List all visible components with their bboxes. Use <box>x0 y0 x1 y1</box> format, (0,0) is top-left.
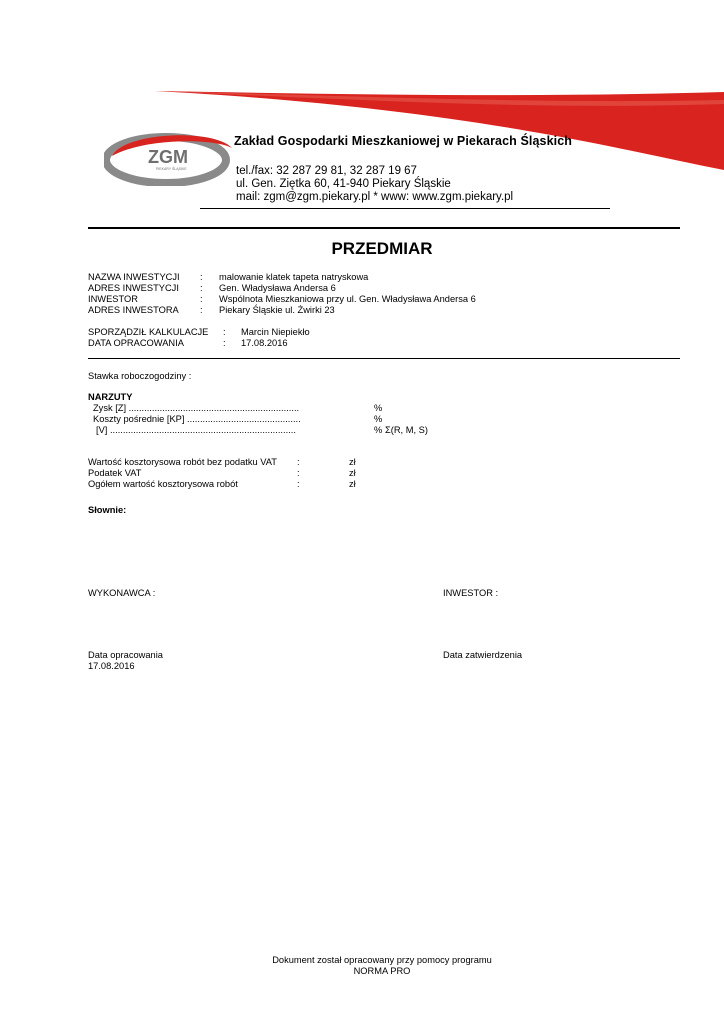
separator: : <box>200 305 203 315</box>
separator: : <box>297 457 300 467</box>
investor-signature-label: INWESTOR : <box>443 588 499 598</box>
header-underline <box>200 208 610 209</box>
in-words-label: Słownie: <box>88 505 127 515</box>
markup-vat-label: [V] ........................................................................ <box>96 425 296 435</box>
total-value-unit: zł <box>349 479 356 489</box>
net-value-label: Wartość kosztorysowa robót bez podatku VAT <box>88 457 277 467</box>
prepared-by-label: SPORZĄDZIŁ KALKULACJE <box>88 327 209 337</box>
markup-profit-unit: % <box>374 403 383 413</box>
markups-heading: NARZUTY <box>88 392 133 402</box>
investor-label: INWESTOR <box>88 294 138 304</box>
markup-profit-label: Zysk [Z] .................................................................. <box>93 403 300 413</box>
vat-unit: zł <box>349 468 356 478</box>
footer-line-1: Dokument został opracowany przy pomocy programu <box>272 955 492 965</box>
separator: : <box>223 338 226 348</box>
investor-address-value: Piekary Śląskie ul. Żwirki 23 <box>219 305 335 315</box>
contact-line: mail: zgm@zgm.piekary.pl * www: www.zgm.piekary.pl <box>236 191 514 203</box>
footer-line-2: NORMA PRO <box>353 966 411 976</box>
separator: : <box>200 272 203 282</box>
markup-overhead-label: Koszty pośrednie [KP] ............................................ <box>93 414 301 424</box>
investor-value: Wspólnota Mieszkaniowa przy ul. Gen. Władysława Andersa 6 <box>219 294 476 304</box>
company-name: Zakład Gospodarki Mieszkaniowej w Piekarach Śląskich <box>234 134 572 148</box>
separator: : <box>200 283 203 293</box>
investment-name-value: malowanie klatek tapeta natryskowa <box>219 272 369 282</box>
contractor-label: WYKONAWCA : <box>88 588 156 598</box>
markup-vat-basis: Σ(R, M, S) <box>385 425 428 435</box>
zgm-logo <box>104 130 236 186</box>
prepared-date-value: 17.08.2016 <box>88 661 135 671</box>
investment-name-label: NAZWA INWESTYCJI <box>88 272 180 282</box>
preparation-date-value: 17.08.2016 <box>241 338 288 348</box>
preparation-date-label: DATA OPRACOWANIA <box>88 338 184 348</box>
prepared-date-label: Data opracowania <box>88 650 163 660</box>
section-rule <box>88 358 680 359</box>
investment-address-value: Gen. Władysława Andersa 6 <box>219 283 336 293</box>
logo-subtext: PIEKARY ŚLĄSKIE <box>156 167 187 171</box>
title-top-rule <box>88 227 680 229</box>
logo-text: ZGM <box>148 147 188 167</box>
separator: : <box>223 327 226 337</box>
phone-line: tel./fax: 32 287 29 81, 32 287 19 67 <box>236 165 417 177</box>
separator: : <box>297 468 300 478</box>
labor-rate-label: Stawka roboczogodziny : <box>88 371 192 381</box>
total-value-label: Ogółem wartość kosztorysowa robót <box>88 479 238 489</box>
approval-date-label: Data zatwierdzenia <box>443 650 523 660</box>
investment-address-label: ADRES INWESTYCJI <box>88 283 179 293</box>
address-line: ul. Gen. Ziętka 60, 41-940 Piekary Śląskie <box>236 178 451 190</box>
separator: : <box>297 479 300 489</box>
markup-vat-unit: % <box>374 425 383 435</box>
net-value-unit: zł <box>349 457 356 467</box>
separator: : <box>200 294 203 304</box>
prepared-by-value: Marcin Niepiekło <box>241 327 310 337</box>
page-title: PRZEDMIAR <box>331 239 433 258</box>
investor-address-label: ADRES INWESTORA <box>88 305 179 315</box>
vat-label: Podatek VAT <box>88 468 142 478</box>
markup-overhead-unit: % <box>374 414 383 424</box>
